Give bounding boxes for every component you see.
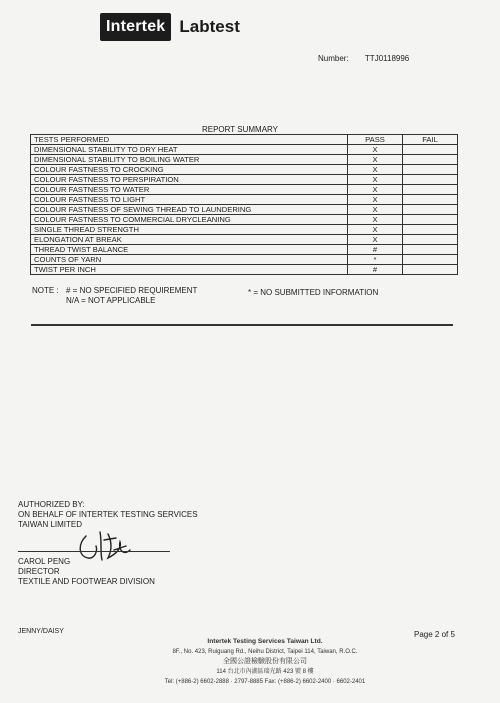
table-row <box>31 145 458 155</box>
fail-mark <box>403 265 458 275</box>
pass-mark: X <box>348 205 403 215</box>
test-name: SINGLE THREAD STRENGTH <box>31 225 348 235</box>
fail-mark <box>403 245 458 255</box>
pass-mark: # <box>348 245 403 255</box>
pass-mark: X <box>348 215 403 225</box>
report-summary-table <box>30 134 458 275</box>
page-number: Page 2 of 5 <box>414 630 455 639</box>
note-not-applicable: N/A = NOT APPLICABLE <box>66 296 156 305</box>
signature-line <box>18 551 170 552</box>
test-name: COLOUR FASTNESS TO LIGHT <box>31 195 348 205</box>
test-name: COLOUR FASTNESS TO PERSPIRATION <box>31 175 348 185</box>
table-row <box>31 265 458 275</box>
table-row <box>31 225 458 235</box>
test-name: COUNTS OF YARN <box>31 255 348 265</box>
table-row <box>31 205 458 215</box>
fail-mark <box>403 255 458 265</box>
pass-mark: X <box>348 195 403 205</box>
on-behalf-of: ON BEHALF OF INTERTEK TESTING SERVICES <box>18 510 198 519</box>
footer-company: Intertek Testing Services Taiwan Ltd. <box>207 638 323 645</box>
footer-phone: Tel: (+886-2) 6602-2888 · 2797-8885 Fax: (+886-2) 6602-2400 · 6602-2401 <box>164 679 366 685</box>
fail-mark <box>403 175 458 185</box>
fail-mark <box>403 145 458 155</box>
pass-mark: X <box>348 225 403 235</box>
intertek-logo <box>100 13 240 41</box>
divider <box>31 324 453 326</box>
table-row <box>31 255 458 265</box>
table-header-row <box>31 135 458 145</box>
test-name: DIMENSIONAL STABILITY TO DRY HEAT <box>31 145 348 155</box>
pass-mark: X <box>348 235 403 245</box>
note-label: NOTE : <box>32 286 59 295</box>
footer-address-zh: 114 台北市內湖區瑞光路 423 號 8 樓 <box>216 669 314 675</box>
test-name: TWIST PER INCH <box>31 265 348 275</box>
fail-mark <box>403 195 458 205</box>
footer <box>100 637 430 687</box>
table-row <box>31 155 458 165</box>
company-name: TAIWAN LIMITED <box>18 520 82 529</box>
note-no-requirement: # = NO SPECIFIED REQUIREMENT <box>66 286 198 295</box>
table-row <box>31 195 458 205</box>
signatory-division: TEXTILE AND FOOTWEAR DIVISION <box>18 577 155 586</box>
test-name: COLOUR FASTNESS TO COMMERCIAL DRYCLEANING <box>31 215 348 225</box>
authorized-by: AUTHORIZED BY: <box>18 500 85 509</box>
fail-mark <box>403 235 458 245</box>
test-name: COLOUR FASTNESS OF SEWING THREAD TO LAUNDERING <box>31 205 348 215</box>
signatory-name: CAROL PENG <box>18 557 71 566</box>
test-name: ELONGATION AT BREAK <box>31 235 348 245</box>
signatory-block <box>18 557 155 587</box>
table-row <box>31 235 458 245</box>
test-name: COLOUR FASTNESS TO WATER <box>31 185 348 195</box>
test-name: COLOUR FASTNESS TO CROCKING <box>31 165 348 175</box>
note-no-submitted: * = NO SUBMITTED INFORMATION <box>248 288 379 297</box>
header-pass: PASS <box>348 135 403 145</box>
preparer-initials: JENNY/DAISY <box>18 628 64 635</box>
table-row <box>31 215 458 225</box>
test-name: DIMENSIONAL STABILITY TO BOILING WATER <box>31 155 348 165</box>
logo-suffix: Labtest <box>179 17 240 36</box>
table-row <box>31 185 458 195</box>
number-label: Number: <box>318 54 349 63</box>
header-tests-performed: TESTS PERFORMED <box>31 135 348 145</box>
fail-mark <box>403 205 458 215</box>
notes-block <box>32 286 197 306</box>
pass-mark: X <box>348 175 403 185</box>
number-value: TTJ0118996 <box>364 54 410 63</box>
pass-mark: # <box>348 265 403 275</box>
footer-address: 8F., No. 423, Ruiguang Rd., Neihu District, Taipei 114, Taiwan, R.O.C. <box>172 649 358 655</box>
pass-mark: X <box>348 145 403 155</box>
pass-mark: * <box>348 255 403 265</box>
header-fail: FAIL <box>403 135 458 145</box>
pass-mark: X <box>348 165 403 175</box>
fail-mark <box>403 155 458 165</box>
table-row <box>31 175 458 185</box>
fail-mark <box>403 165 458 175</box>
table-row <box>31 165 458 175</box>
pass-mark: X <box>348 185 403 195</box>
test-name: THREAD TWIST BALANCE <box>31 245 348 255</box>
logo-mark: Intertek <box>100 13 171 41</box>
report-summary-title: REPORT SUMMARY <box>201 125 278 134</box>
signatory-position: DIRECTOR <box>18 567 60 576</box>
footer-company-zh: 全國公證檢驗股份有限公司 <box>223 658 307 665</box>
fail-mark <box>403 225 458 235</box>
table-row <box>31 245 458 255</box>
report-number <box>318 54 409 63</box>
fail-mark <box>403 215 458 225</box>
pass-mark: X <box>348 155 403 165</box>
fail-mark <box>403 185 458 195</box>
